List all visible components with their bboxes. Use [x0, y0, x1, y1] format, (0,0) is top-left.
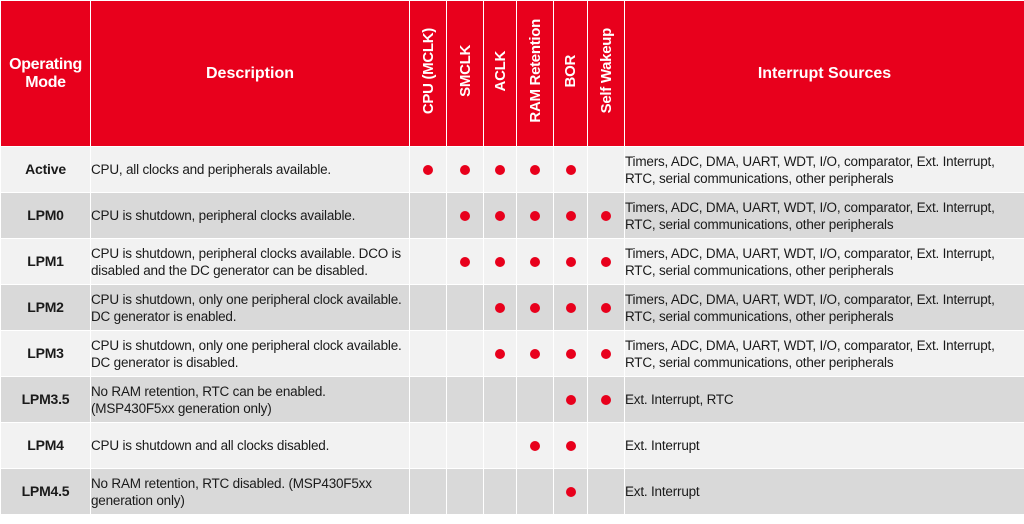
header-bor-label: BOR [562, 54, 579, 88]
wake-cell [588, 285, 625, 331]
smclk-cell [447, 147, 484, 193]
bullet-icon [601, 395, 611, 405]
wake-cell [588, 423, 625, 469]
bullet-icon [530, 441, 540, 451]
smclk-cell [447, 469, 484, 515]
header-self-wakeup [588, 1, 625, 147]
wake-cell [588, 147, 625, 193]
table-row [1, 239, 1024, 285]
bor-cell [554, 285, 588, 331]
ram-cell [517, 377, 554, 423]
header-ram-retention-label: RAM Retention [526, 19, 544, 123]
header-ram-retention [517, 1, 554, 147]
table-row [1, 469, 1024, 515]
bullet-icon [566, 349, 576, 359]
interrupt-sources-cell: Timers, ADC, DMA, UART, WDT, I/O, comparator, Ext. Interrupt, RTC, serial communications, other peripherals [625, 239, 1024, 285]
bullet-icon [601, 349, 611, 359]
header-aclk [484, 1, 517, 147]
bullet-icon [495, 165, 505, 175]
cpu-cell [410, 285, 447, 331]
bor-cell [554, 423, 588, 469]
table-row [1, 331, 1024, 377]
cpu-cell [410, 193, 447, 239]
aclk-cell [484, 147, 517, 193]
header-self-wakeup-label: Self Wakeup [597, 28, 615, 114]
bullet-icon [495, 349, 505, 359]
wake-cell [588, 239, 625, 285]
ram-cell [517, 423, 554, 469]
description-cell: No RAM retention, RTC disabled. (MSP430F5xx generation only) [91, 469, 410, 515]
description-cell: CPU is shutdown, peripheral clocks available. DCO is disabled and the DC generator can be disabled. [91, 239, 410, 285]
cpu-cell [410, 377, 447, 423]
wake-cell [588, 377, 625, 423]
header-description: Description [91, 1, 410, 147]
bullet-icon [566, 303, 576, 313]
bullet-icon [566, 441, 576, 451]
bullet-icon [601, 257, 611, 267]
aclk-cell [484, 285, 517, 331]
bullet-icon [495, 211, 505, 221]
wake-cell [588, 331, 625, 377]
bullet-icon [530, 211, 540, 221]
table-row [1, 285, 1024, 331]
mode-cell: LPM4.5 [1, 469, 91, 515]
bullet-icon [460, 211, 470, 221]
aclk-cell [484, 193, 517, 239]
aclk-cell [484, 377, 517, 423]
smclk-cell [447, 193, 484, 239]
header-operating-mode: Operating Mode [1, 1, 91, 147]
header-cpu [410, 1, 447, 147]
description-cell: CPU is shutdown, peripheral clocks available. [91, 193, 410, 239]
table-row [1, 147, 1024, 193]
cpu-cell [410, 331, 447, 377]
aclk-cell [484, 239, 517, 285]
ram-cell [517, 285, 554, 331]
header-row [1, 1, 1024, 147]
smclk-cell [447, 423, 484, 469]
smclk-cell [447, 331, 484, 377]
bullet-icon [423, 165, 433, 175]
bor-cell [554, 193, 588, 239]
cpu-cell [410, 423, 447, 469]
bullet-icon [566, 257, 576, 267]
bullet-icon [566, 211, 576, 221]
bullet-icon [495, 257, 505, 267]
ram-cell [517, 147, 554, 193]
bullet-icon [460, 257, 470, 267]
interrupt-sources-cell: Timers, ADC, DMA, UART, WDT, I/O, comparator, Ext. Interrupt, RTC, serial communications, other peripherals [625, 193, 1024, 239]
interrupt-sources-cell: Timers, ADC, DMA, UART, WDT, I/O, comparator, Ext. Interrupt, RTC, serial communications, other peripherals [625, 285, 1024, 331]
description-cell: No RAM retention, RTC can be enabled. (MSP430F5xx generation only) [91, 377, 410, 423]
header-interrupt-sources: Interrupt Sources [625, 1, 1024, 147]
mode-cell: Active [1, 147, 91, 193]
mode-cell: LPM3 [1, 331, 91, 377]
cpu-cell [410, 147, 447, 193]
description-cell: CPU is shutdown and all clocks disabled. [91, 423, 410, 469]
mode-cell: LPM2 [1, 285, 91, 331]
cpu-cell [410, 469, 447, 515]
bullet-icon [495, 303, 505, 313]
aclk-cell [484, 469, 517, 515]
bullet-icon [566, 165, 576, 175]
ram-cell [517, 239, 554, 285]
description-cell: CPU, all clocks and peripherals available. [91, 147, 410, 193]
wake-cell [588, 469, 625, 515]
smclk-cell [447, 285, 484, 331]
header-cpu-label: CPU (MCLK) [419, 27, 437, 115]
aclk-cell [484, 331, 517, 377]
mode-cell: LPM4 [1, 423, 91, 469]
bullet-icon [566, 487, 576, 497]
bullet-icon [530, 165, 540, 175]
bor-cell [554, 239, 588, 285]
wake-cell [588, 193, 625, 239]
smclk-cell [447, 377, 484, 423]
interrupt-sources-cell: Timers, ADC, DMA, UART, WDT, I/O, comparator, Ext. Interrupt, RTC, serial communications, other peripherals [625, 331, 1024, 377]
table-row [1, 423, 1024, 469]
header-smclk-label: SMCLK [456, 45, 474, 97]
mode-cell: LPM0 [1, 193, 91, 239]
bullet-icon [530, 349, 540, 359]
interrupt-sources-cell: Ext. Interrupt [625, 469, 1024, 515]
ram-cell [517, 193, 554, 239]
header-aclk-label: ACLK [491, 50, 509, 92]
interrupt-sources-cell: Timers, ADC, DMA, UART, WDT, I/O, comparator, Ext. Interrupt, RTC, serial communications, other peripherals [625, 147, 1024, 193]
smclk-cell [447, 239, 484, 285]
bor-cell [554, 377, 588, 423]
bullet-icon [601, 303, 611, 313]
description-cell: CPU is shutdown, only one peripheral clock available. DC generator is enabled. [91, 285, 410, 331]
mode-cell: LPM1 [1, 239, 91, 285]
mode-cell: LPM3.5 [1, 377, 91, 423]
bullet-icon [566, 395, 576, 405]
bor-cell [554, 147, 588, 193]
bullet-icon [530, 257, 540, 267]
ram-cell [517, 331, 554, 377]
table-row [1, 193, 1024, 239]
description-cell: CPU is shutdown, only one peripheral clock available. DC generator is disabled. [91, 331, 410, 377]
interrupt-sources-cell: Ext. Interrupt [625, 423, 1024, 469]
interrupt-sources-cell: Ext. Interrupt, RTC [625, 377, 1024, 423]
ram-cell [517, 469, 554, 515]
bor-cell [554, 469, 588, 515]
table-row [1, 377, 1024, 423]
header-smclk [447, 1, 484, 147]
header-bor [554, 1, 588, 147]
bullet-icon [530, 303, 540, 313]
bullet-icon [460, 165, 470, 175]
aclk-cell [484, 423, 517, 469]
cpu-cell [410, 239, 447, 285]
bullet-icon [601, 211, 611, 221]
bor-cell [554, 331, 588, 377]
